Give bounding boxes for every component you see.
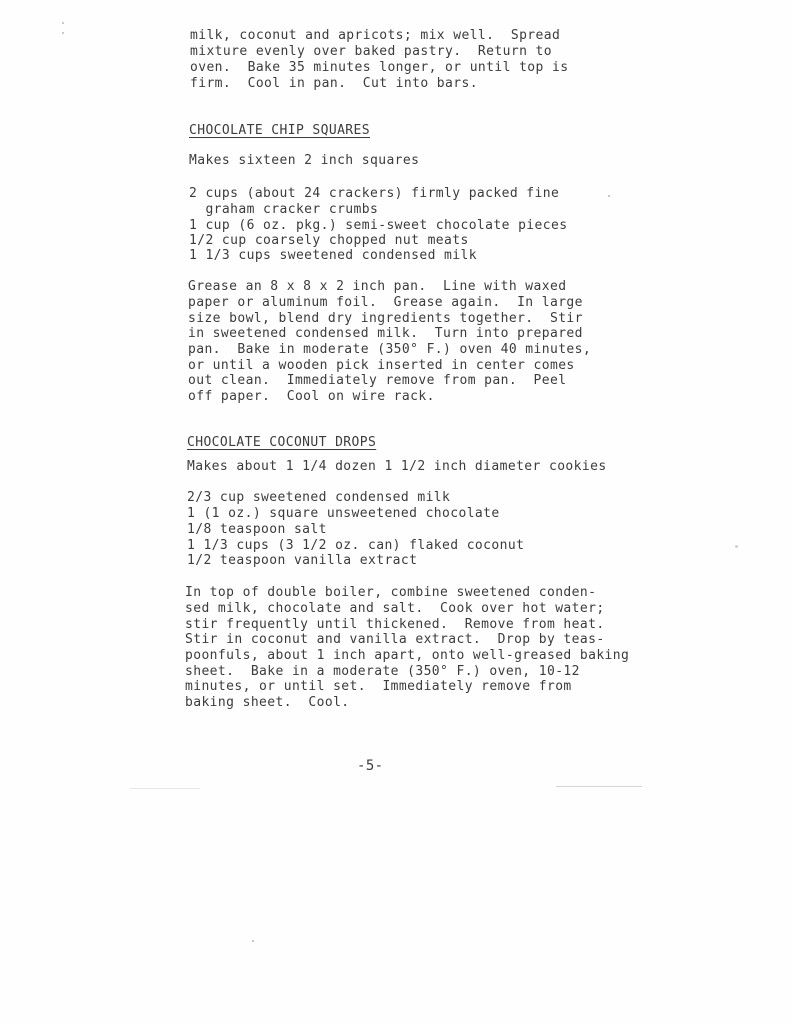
direction-line: off paper. Cool on wire rack. <box>188 389 435 404</box>
recipe-title: CHOCOLATE CHIP SQUARES <box>189 123 370 138</box>
ingredient-line: 1 (1 oz.) square unsweetened chocolate <box>187 506 500 521</box>
direction-line: sed milk, chocolate and salt. Cook over hot water; <box>185 601 605 616</box>
ingredient-line: 1/2 cup coarsely chopped nut meats <box>189 233 469 248</box>
scan-artifact-line <box>556 786 642 787</box>
ingredient-line: 1/8 teaspoon salt <box>187 522 327 537</box>
intro-line: firm. Cool in pan. Cut into bars. <box>190 76 478 91</box>
ingredient-line: graham cracker crumbs <box>189 202 379 217</box>
direction-line: minutes, or until set. Immediately remove from <box>185 679 572 694</box>
recipe-title: CHOCOLATE COCONUT DROPS <box>187 435 377 450</box>
ingredient-line: 1/2 teaspoon vanilla extract <box>187 553 418 568</box>
ingredient-line: 2/3 cup sweetened condensed milk <box>187 490 451 505</box>
direction-line: out clean. Immediately remove from pan. Peel <box>188 373 567 388</box>
scan-speck <box>735 545 738 548</box>
scan-speck <box>252 940 254 942</box>
direction-line: In top of double boiler, combine sweetened conden- <box>185 585 597 600</box>
direction-line: stir frequently until thickened. Remove from heat. <box>185 617 605 632</box>
scan-speck <box>62 32 64 34</box>
direction-line: Stir in coconut and vanilla extract. Drop by teas- <box>185 632 605 647</box>
direction-line: baking sheet. Cool. <box>185 695 350 710</box>
direction-line: sheet. Bake in a moderate (350° F.) oven, 10-12 <box>185 664 580 679</box>
intro-line: mixture evenly over baked pastry. Return to <box>190 44 552 59</box>
recipe-yield: Makes sixteen 2 inch squares <box>189 153 420 168</box>
direction-line: size bowl, blend dry ingredients together. Stir <box>188 311 583 326</box>
page-number: -5- <box>357 758 384 774</box>
intro-line: milk, coconut and apricots; mix well. Spread <box>190 28 561 43</box>
direction-line: paper or aluminum foil. Grease again. In large <box>188 295 583 310</box>
scan-speck <box>62 22 64 24</box>
scan-speck <box>608 195 610 197</box>
ingredient-line: 1 1/3 cups (3 1/2 oz. can) flaked coconut <box>187 538 525 553</box>
intro-line: oven. Bake 35 minutes longer, or until top is <box>190 60 569 75</box>
direction-line: Grease an 8 x 8 x 2 inch pan. Line with waxed <box>188 279 567 294</box>
direction-line: poonfuls, about 1 inch apart, onto well-greased baking <box>185 648 630 663</box>
direction-line: or until a wooden pick inserted in center comes <box>188 358 575 373</box>
scan-artifact-line <box>130 788 200 789</box>
direction-line: in sweetened condensed milk. Turn into prepared <box>188 326 583 341</box>
ingredient-line: 1 cup (6 oz. pkg.) semi-sweet chocolate pieces <box>189 218 568 233</box>
ingredient-line: 1 1/3 cups sweetened condensed milk <box>189 248 477 263</box>
recipe-yield: Makes about 1 1/4 dozen 1 1/2 inch diameter cookies <box>187 459 607 474</box>
direction-line: pan. Bake in moderate (350° F.) oven 40 minutes, <box>188 342 592 357</box>
ingredient-line: 2 cups (about 24 crackers) firmly packed fine <box>189 186 560 201</box>
